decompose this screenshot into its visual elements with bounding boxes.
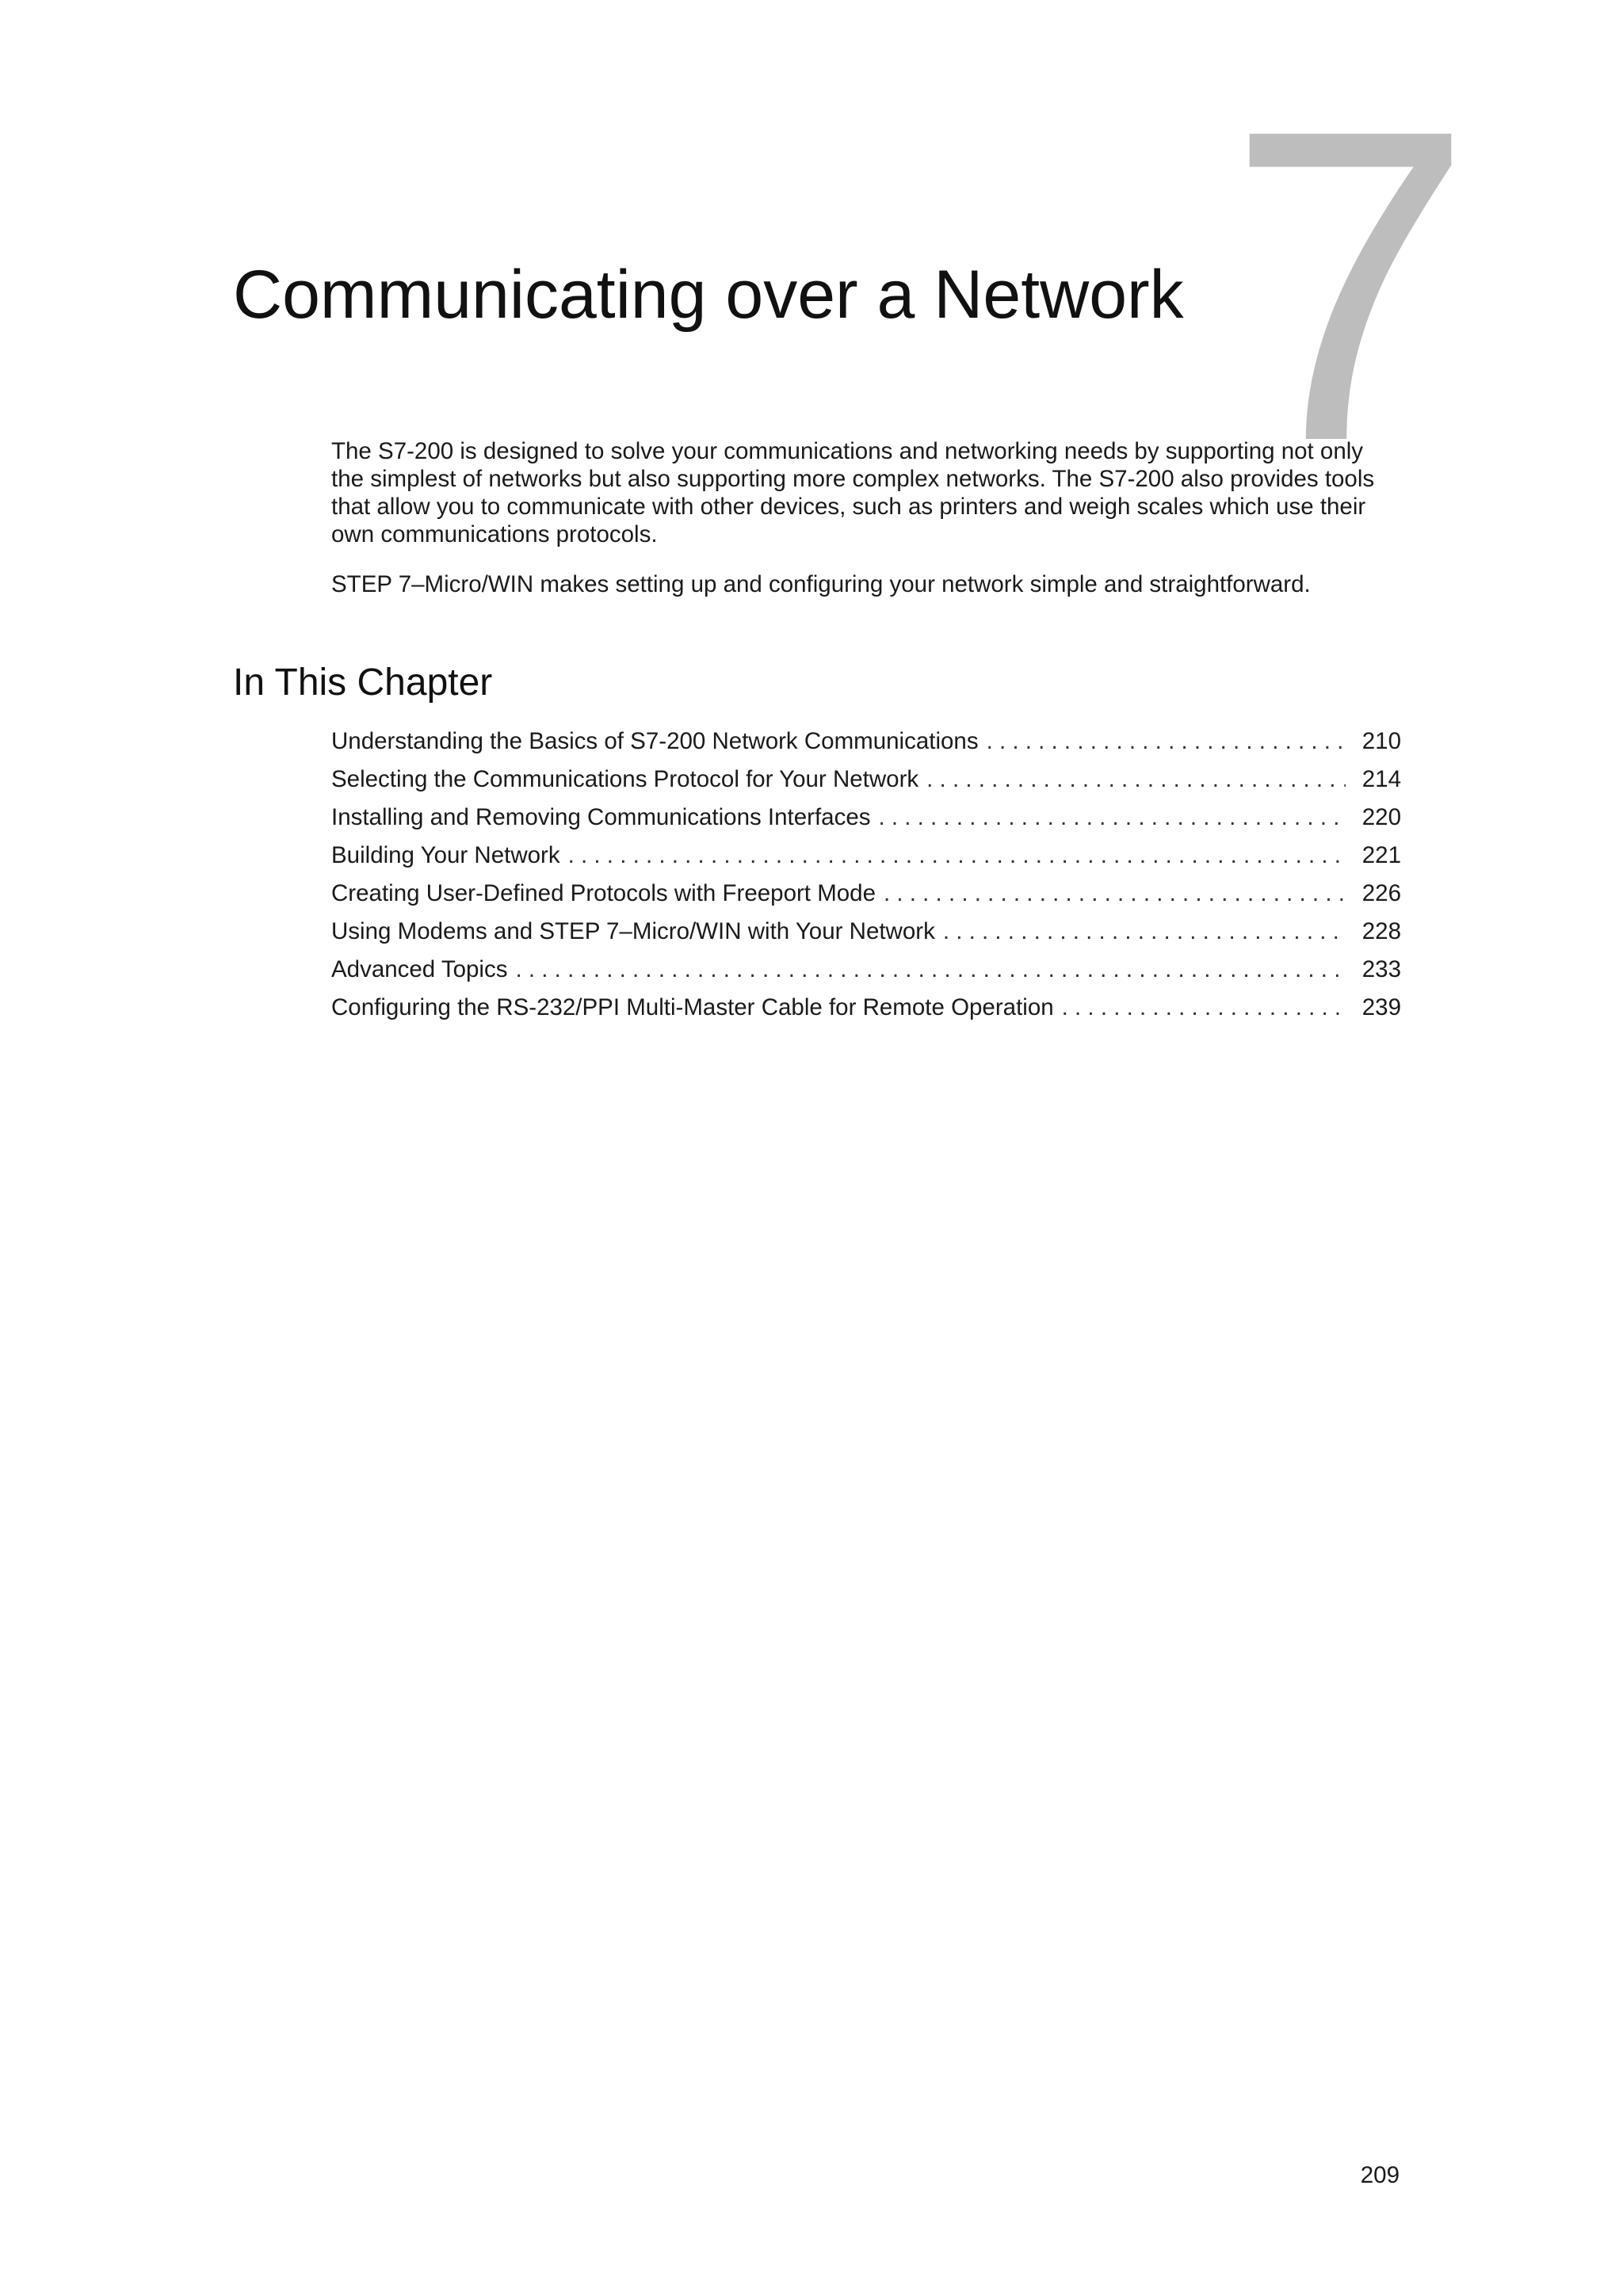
chapter-number: 7 <box>1227 37 1474 533</box>
dot-leader <box>1062 989 1346 1027</box>
toc-entry-page: 210 <box>1361 728 1401 754</box>
toc-entry-title: Configuring the RS-232/PPI Multi-Master Cable for Remote Operation <box>331 994 1054 1020</box>
page-number: 209 <box>1360 2162 1400 2188</box>
dot-leader <box>926 761 1346 799</box>
toc-entry[interactable] <box>331 951 1401 989</box>
toc-entry[interactable] <box>331 913 1401 951</box>
dot-leader <box>878 799 1346 837</box>
section-heading: In This Chapter <box>233 662 493 704</box>
toc-entry-page: 239 <box>1361 994 1401 1020</box>
toc-entry-title: Using Modems and STEP 7–Micro/WIN with Your Network <box>331 918 935 944</box>
dot-leader <box>943 913 1346 951</box>
chapter-title: Communicating over a Network <box>233 257 1184 333</box>
toc-entry[interactable] <box>331 837 1401 875</box>
dot-leader <box>987 723 1346 761</box>
toc-entry[interactable] <box>331 761 1401 799</box>
dot-leader <box>516 951 1346 989</box>
toc-entry-page: 233 <box>1361 956 1401 982</box>
toc-entry-title: Understanding the Basics of S7-200 Network Communications <box>331 728 979 754</box>
intro-paragraph: STEP 7–Micro/WIN makes setting up and configuring your network simple and straightforward. <box>331 571 1311 597</box>
toc-entry-page: 221 <box>1361 842 1401 868</box>
intro-section <box>331 437 1377 620</box>
dot-leader <box>884 875 1346 913</box>
toc-entry-page: 228 <box>1361 918 1401 944</box>
intro-paragraph: The S7-200 is designed to solve your communications and networking needs by supporting not only the simplest of networks but also supporting more complex networks. The S7-200 also provides tools that allow you to communicate with other devices, such as printers and weigh scales which use their own communications protocols. <box>331 438 1375 547</box>
toc-entry-page: 226 <box>1361 880 1401 906</box>
dot-leader <box>568 837 1346 875</box>
toc-entry-title: Creating User-Defined Protocols with Freeport Mode <box>331 880 876 906</box>
toc-entry-title: Advanced Topics <box>331 956 508 982</box>
toc-entry-title: Building Your Network <box>331 842 560 868</box>
toc-entry[interactable] <box>331 799 1401 837</box>
toc-entry[interactable] <box>331 989 1401 1027</box>
toc-entry-title: Selecting the Communications Protocol for Your Network <box>331 766 919 792</box>
toc-entry-title: Installing and Removing Communications Interfaces <box>331 804 871 830</box>
toc-entry[interactable] <box>331 875 1401 913</box>
toc-entry-page: 214 <box>1361 766 1401 792</box>
toc-entry-page: 220 <box>1361 804 1401 830</box>
table-of-contents <box>331 723 1401 1027</box>
toc-entry[interactable] <box>331 723 1401 761</box>
